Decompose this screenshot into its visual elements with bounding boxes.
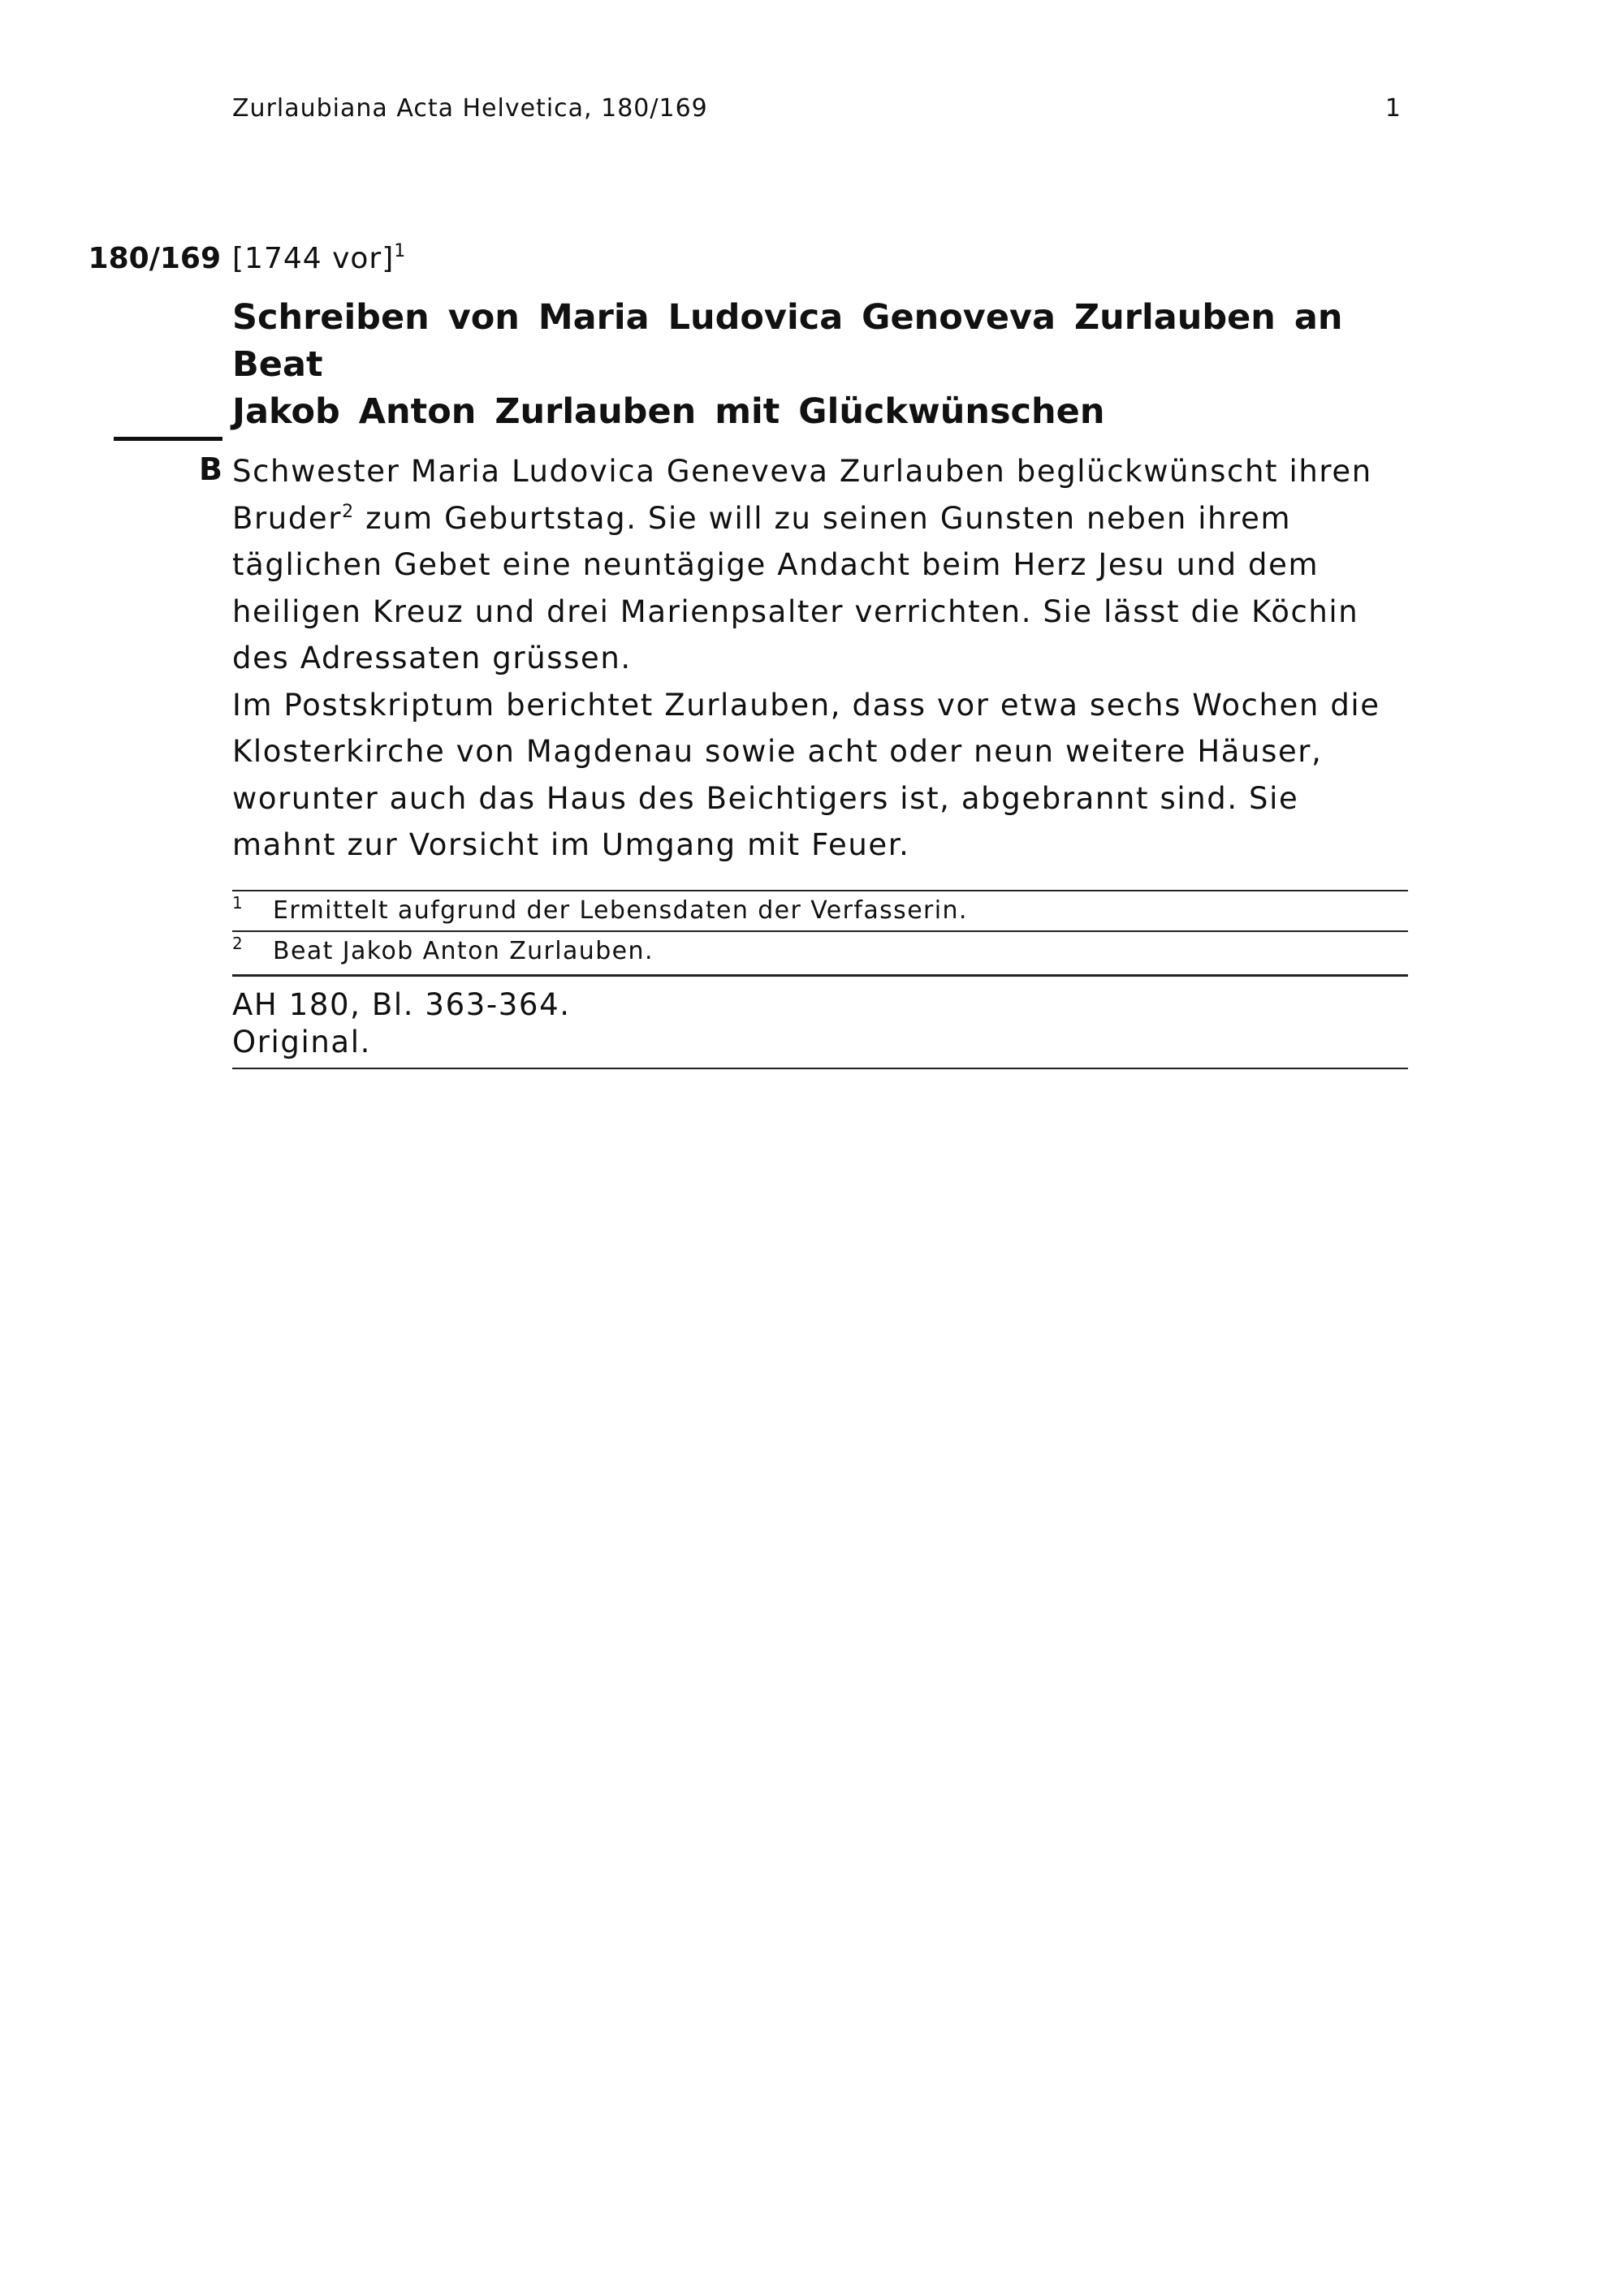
summary-paragraph [232,448,1410,682]
running-title: Zurlaubiana Acta Helvetica, 180/169 [232,94,708,123]
summary-postscript: Im Postskriptum berichtet Zurlauben, dass vor etwa sechs Wochen die Klosterkirche von Magdenau sowie acht oder neun weitere Häuser, worunter auch das Haus des Beichtigers ist, abgebrannt sind. Sie mahnt zur Vorsicht im Umgang mit Feuer. [232,687,1380,862]
margin-rule [114,437,222,441]
margin-siglum: B [199,451,222,487]
source-type: Original. [232,1025,371,1060]
footnote-2 [232,930,1408,971]
footnote-text: Beat Jakob Anton Zurlauben. [273,937,654,965]
entry-title-line-2: Jakob Anton Zurlauben mit Glückwünschen [232,391,1105,432]
summary-part-2: zum Geburtstag. Sie will zu seinen Gunsten neben ihrem täglichen Gebet eine neuntägige Andacht beim Herz Jesu und dem heiligen Kreuz und drei Marienpsalter verrichten. Sie lässt die Köchin des Adressaten grüssen. [232,500,1359,675]
entry-title-line-1: Schreiben von Maria Ludovica Genoveva Zurlauben an Beat [232,297,1343,385]
entry-title [232,294,1402,435]
footnote-mark: 2 [232,934,244,953]
source-block [232,974,1408,1069]
running-header [232,94,1402,127]
footnote-mark: 1 [232,893,244,913]
footnote-1 [232,890,1408,930]
page-number: 1 [1384,94,1402,123]
footnote-ref-2[interactable]: 2 [342,501,355,522]
footnote-text: Ermittelt aufgrund der Lebensdaten der Verfasserin. [273,896,968,925]
summary-part-1: Schwester Maria Ludovica Geneveva Zurlauben beglückwünscht ihren Bruder [232,454,1372,536]
footnotes [232,890,1408,971]
source-reference: AH 180, Bl. 363-364. [232,987,571,1022]
entry-date [232,242,406,275]
entry-date-text: [1744 vor] [232,242,395,275]
entry-number: 180/169 [88,242,221,275]
footnote-ref-1[interactable]: 1 [394,241,407,261]
summary-text [232,448,1410,869]
